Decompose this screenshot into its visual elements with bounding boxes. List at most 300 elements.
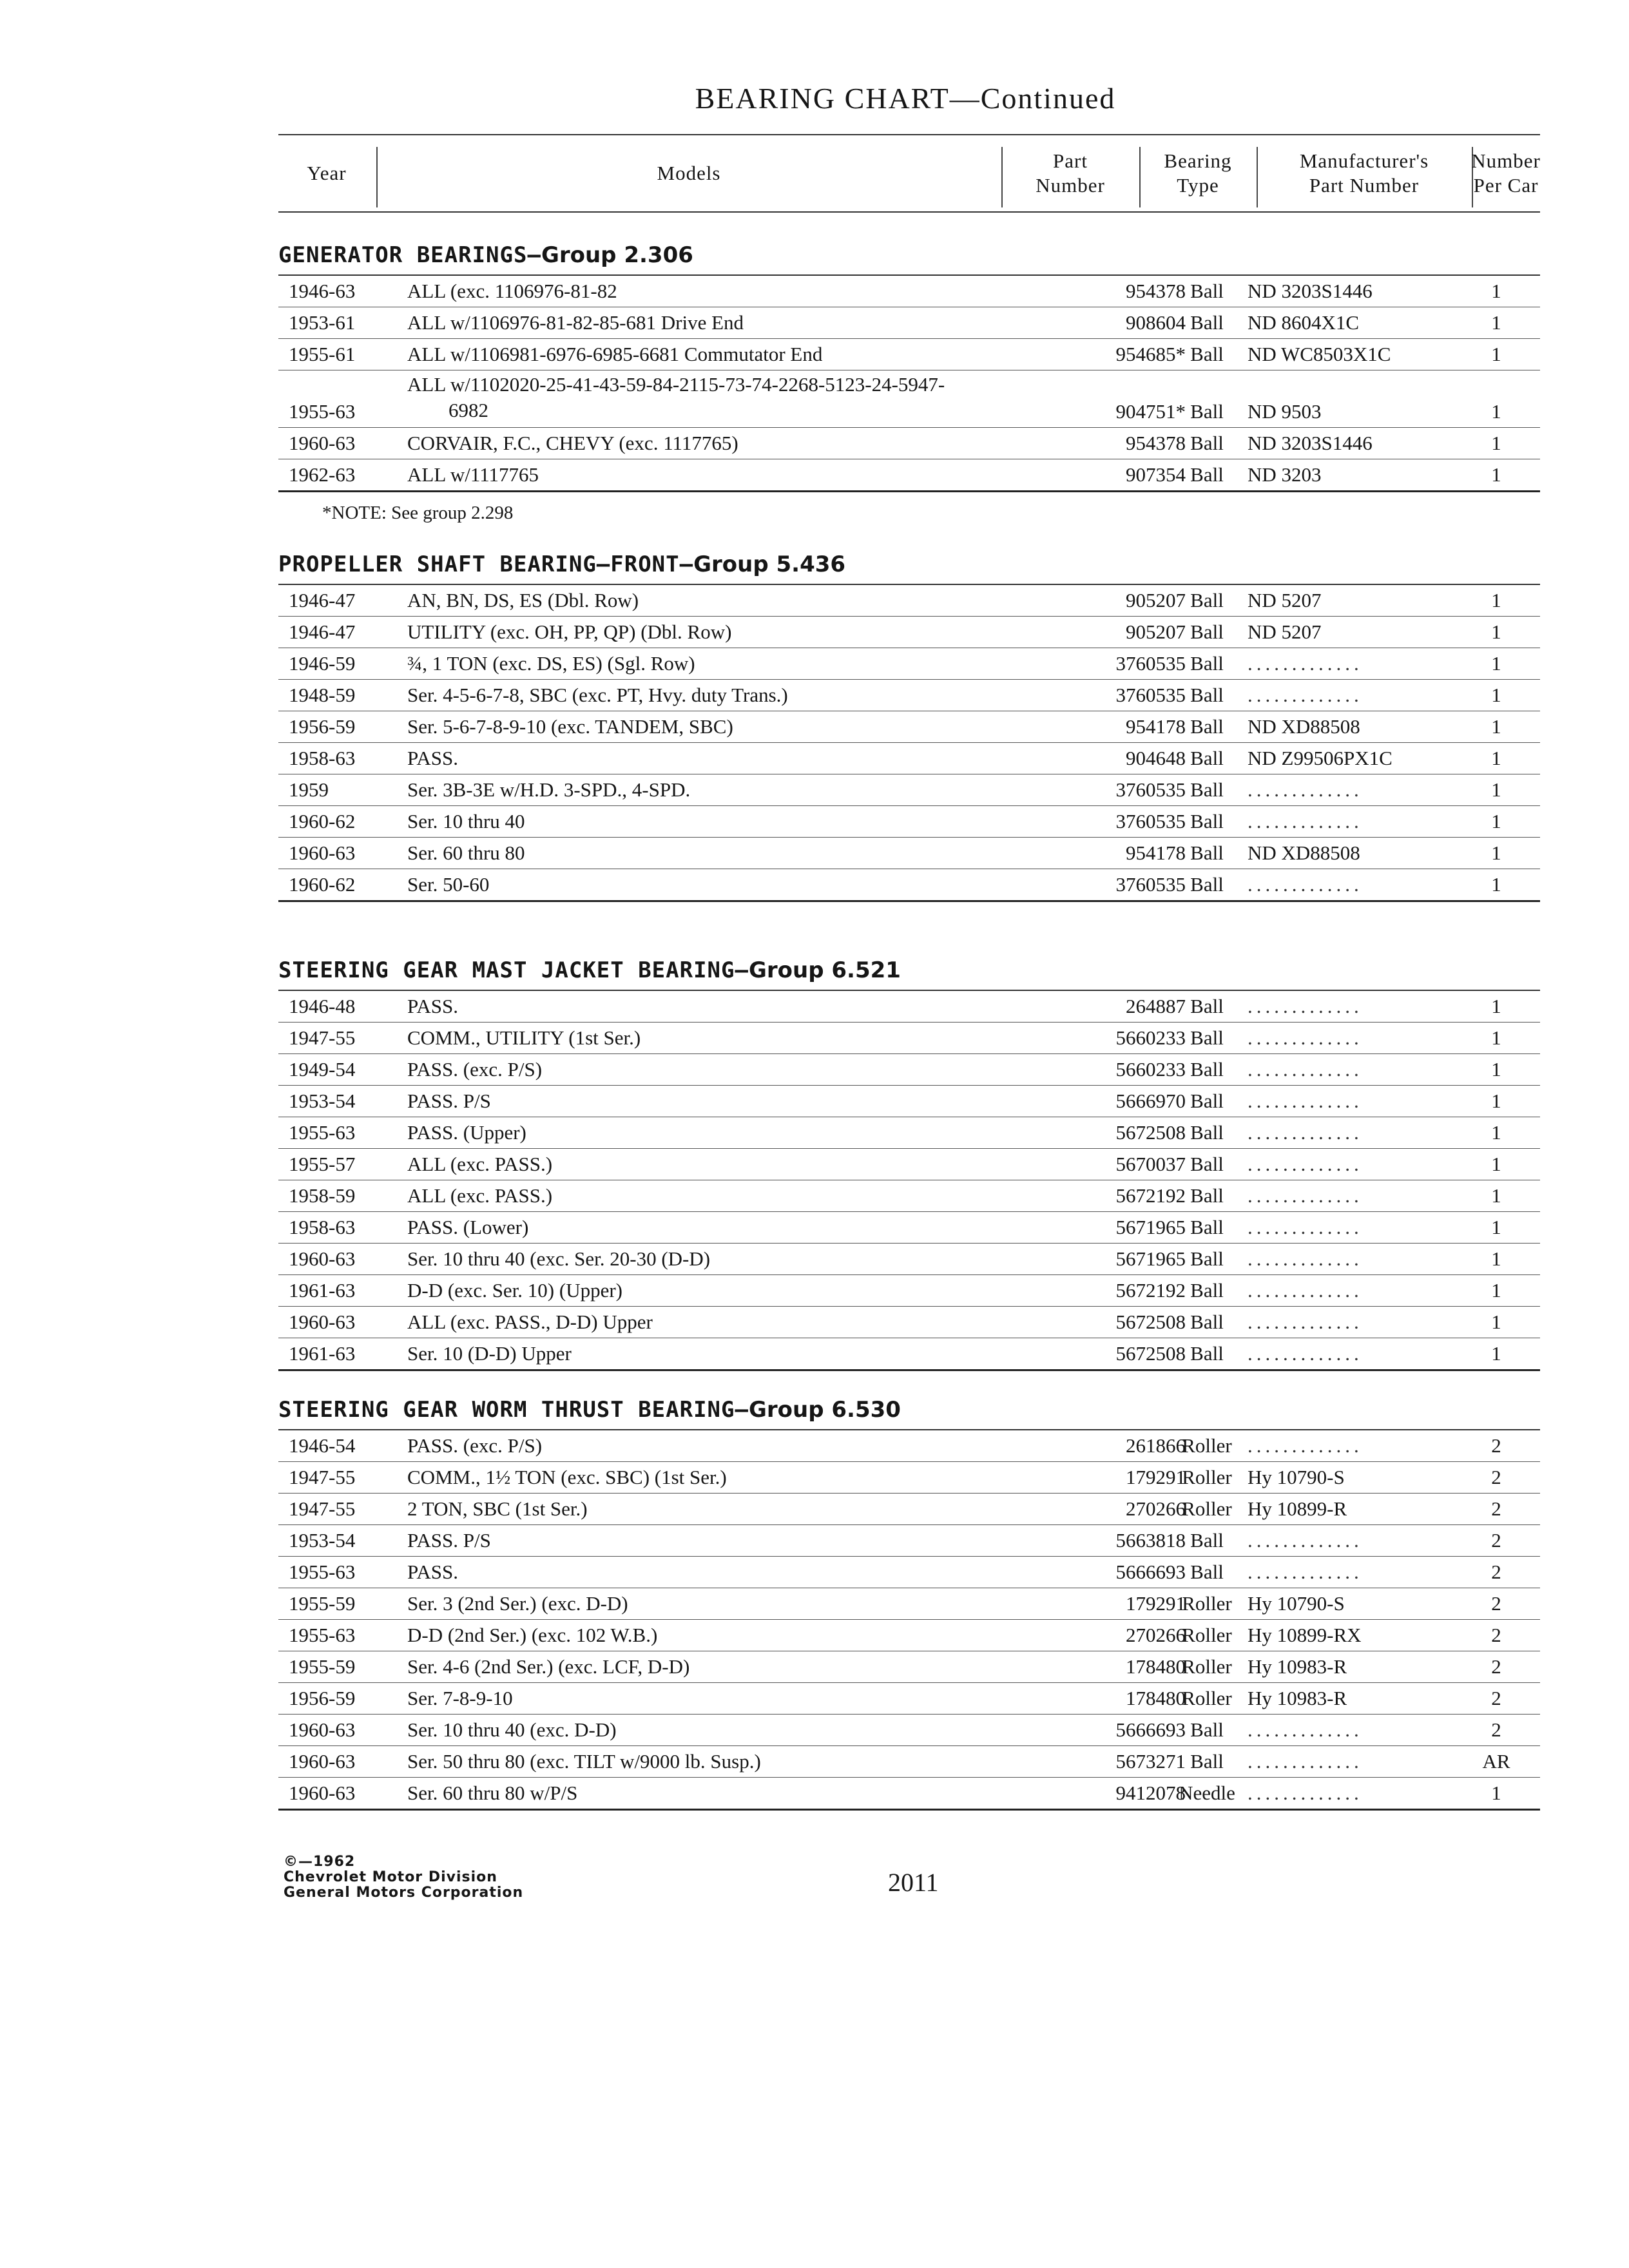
table-row	[278, 1525, 1540, 1557]
section-title	[278, 545, 1540, 584]
year-cell: 1960-63	[289, 1750, 356, 1773]
mfr-part-number-cell: ND 8604X1C	[1248, 311, 1360, 334]
year-cell: 1955-63	[289, 1121, 356, 1144]
bearing-type-cell: Ball	[1190, 1216, 1224, 1238]
table-row	[278, 585, 1540, 617]
model-cell: COMM., UTILITY (1st Ser.)	[407, 1026, 641, 1049]
mfr-part-number-cell: .............	[1248, 1153, 1363, 1175]
section-table	[278, 990, 1540, 1371]
section-title	[278, 951, 1540, 990]
number-per-car-cell: 1	[1491, 810, 1501, 832]
year-cell: 1956-59	[289, 1687, 356, 1709]
model-cell: COMM., 1½ TON (exc. SBC) (1st Ser.)	[407, 1466, 727, 1488]
bearing-type-cell: Ball	[1190, 841, 1224, 864]
bearing-type-cell: Ball	[1190, 1026, 1224, 1049]
column-header	[278, 134, 1540, 213]
mfr-part-number-cell: ND WC8503X1C	[1248, 343, 1391, 365]
table-row	[278, 339, 1540, 370]
year-cell: 1946-63	[289, 280, 356, 302]
part-number-cell: 179291	[1126, 1592, 1186, 1615]
bearing-type-cell: Ball	[1190, 995, 1224, 1017]
corporation-line: General Motors Corporation	[284, 1885, 524, 1901]
part-number-cell: 954178	[1126, 715, 1186, 738]
bearing-type-cell: Ball	[1190, 311, 1224, 334]
section-title	[278, 236, 1540, 274]
model-cell: ALL (exc. PASS., D-D) Upper	[407, 1311, 653, 1333]
table-row	[278, 1651, 1540, 1683]
mfr-part-number-cell: .............	[1248, 1718, 1363, 1741]
model-cell: Ser. 4-6 (2nd Ser.) (exc. LCF, D-D)	[407, 1655, 690, 1678]
part-number-cell: 5672508	[1115, 1121, 1186, 1144]
number-per-car-cell: 1	[1491, 1184, 1501, 1207]
bearing-type-cell: Ball	[1190, 620, 1224, 643]
part-number-cell: 954178	[1126, 841, 1186, 864]
year-cell: 1946-54	[289, 1434, 356, 1457]
year-cell: 1960-63	[289, 1718, 356, 1741]
year-cell: 1958-63	[289, 1216, 356, 1238]
model-cell: Ser. 3B-3E w/H.D. 3-SPD., 4-SPD.	[407, 778, 691, 801]
table-row	[278, 806, 1540, 838]
model-cell: Ser. 10 thru 40 (exc. D-D)	[407, 1718, 617, 1741]
bearing-type-cell: Ball	[1190, 1342, 1224, 1365]
part-number-cell: 904751*	[1115, 400, 1186, 423]
year-cell: 1959	[289, 778, 329, 801]
mfr-part-number-cell: .............	[1248, 1782, 1363, 1804]
part-number-cell: 5666693	[1115, 1718, 1186, 1741]
year-cell: 1946-47	[289, 620, 356, 643]
table-row	[278, 1180, 1540, 1212]
number-per-car-cell: 2	[1491, 1592, 1501, 1615]
table-row	[278, 1778, 1540, 1809]
table-row	[278, 1588, 1540, 1620]
page-title: BEARING CHART—Continued	[695, 82, 1116, 115]
number-per-car-cell: 2	[1491, 1529, 1501, 1552]
section-group: Group 5.436	[693, 552, 846, 577]
mfr-part-number-cell: .............	[1248, 810, 1363, 832]
year-cell: 1955-63	[289, 400, 356, 423]
part-number-cell: 905207	[1126, 620, 1186, 643]
model-cell: PASS.	[407, 995, 459, 1017]
mfr-part-number-cell: ND 9503	[1248, 400, 1322, 423]
mfr-part-number-cell: .............	[1248, 1090, 1363, 1112]
year-cell: 1960-63	[289, 841, 356, 864]
year-cell: 1961-63	[289, 1279, 356, 1302]
part-number-cell: 954378	[1126, 280, 1186, 302]
year-cell: 1955-59	[289, 1655, 356, 1678]
bearing-type-cell: Ball	[1190, 280, 1224, 302]
table-row	[278, 743, 1540, 774]
part-number-cell: 5672192	[1115, 1184, 1186, 1207]
table-row	[278, 1462, 1540, 1494]
bearing-type-cell: Ball	[1190, 652, 1224, 675]
model-cell: Ser. 4-5-6-7-8, SBC (exc. PT, Hvy. duty Trans.)	[407, 684, 788, 706]
mfr-part-number-cell: .............	[1248, 1121, 1363, 1144]
model-cell: PASS. (Upper)	[407, 1121, 526, 1144]
bearing-type-cell: Roller	[1182, 1497, 1232, 1520]
year-cell: 1960-62	[289, 873, 356, 896]
number-per-car-cell: 1	[1491, 1216, 1501, 1238]
table-row	[278, 680, 1540, 711]
number-per-car-cell: 1	[1491, 1342, 1501, 1365]
model-cell: D-D (exc. Ser. 10) (Upper)	[407, 1279, 622, 1302]
model-cell: PASS. P/S	[407, 1090, 491, 1112]
mfr-part-number-cell: .............	[1248, 1561, 1363, 1583]
model-cell: ALL (exc. PASS.)	[407, 1153, 553, 1175]
year-cell: 1947-55	[289, 1026, 356, 1049]
number-per-car-cell: 2	[1491, 1466, 1501, 1488]
table-row	[278, 1683, 1540, 1715]
year-cell: 1960-63	[289, 1247, 356, 1270]
mfr-part-number-cell: ND Z99506PX1C	[1248, 747, 1393, 769]
number-per-car-cell: 1	[1491, 1090, 1501, 1112]
number-per-car-cell: 1	[1491, 400, 1501, 423]
table-row	[278, 869, 1540, 900]
table-row	[278, 1023, 1540, 1054]
mfr-part-number-cell: Hy 10899-RX	[1248, 1624, 1362, 1646]
number-per-car-cell: 2	[1491, 1687, 1501, 1709]
bearing-type-cell: Roller	[1182, 1466, 1232, 1488]
number-per-car-cell: 1	[1491, 873, 1501, 896]
section-title-text: PROPELLER SHAFT BEARING—FRONT—	[278, 552, 694, 577]
publisher-line: Chevrolet Motor Division	[284, 1869, 497, 1885]
mfr-part-number-cell: Hy 10899-R	[1248, 1497, 1347, 1520]
bearing-type-cell: Roller	[1182, 1655, 1232, 1678]
model-cell: PASS. (exc. P/S)	[407, 1058, 543, 1081]
mfr-part-number-cell: ND 3203	[1248, 463, 1322, 486]
year-cell: 1953-54	[289, 1529, 356, 1552]
mfr-part-number-cell: .............	[1248, 778, 1363, 801]
year-cell: 1960-62	[289, 810, 356, 832]
year-cell: 1955-63	[289, 1561, 356, 1583]
part-number-cell: 178480	[1126, 1687, 1186, 1709]
bearing-type-cell: Ball	[1190, 1311, 1224, 1333]
table-row	[278, 1054, 1540, 1086]
mfr-part-number-cell: Hy 10790-S	[1248, 1466, 1345, 1488]
copyright-block	[284, 1854, 523, 1901]
year-cell: 1958-63	[289, 747, 356, 769]
year-cell: 1955-61	[289, 343, 356, 365]
number-per-car-cell: 1	[1491, 620, 1501, 643]
number-per-car-cell: 1	[1491, 343, 1501, 365]
year-cell: 1948-59	[289, 684, 356, 706]
bearing-type-cell: Ball	[1190, 432, 1224, 454]
model-cell: D-D (2nd Ser.) (exc. 102 W.B.)	[407, 1624, 658, 1646]
part-number-cell: 261866	[1126, 1434, 1186, 1457]
year-cell: 1953-61	[289, 311, 356, 334]
part-number-cell: 5670037	[1115, 1153, 1186, 1175]
model-cell: ALL w/1106981-6976-6985-6681 Commutator End	[407, 343, 823, 365]
model-cell	[407, 372, 945, 423]
mfr-part-number-cell: Hy 10790-S	[1248, 1592, 1345, 1615]
model-cell: Ser. 7-8-9-10	[407, 1687, 513, 1709]
part-number-cell: 270266	[1126, 1497, 1186, 1520]
model-cell: Ser. 50-60	[407, 873, 490, 896]
model-cell: ALL w/1106976-81-82-85-681 Drive End	[407, 311, 744, 334]
part-number-cell: 5673271	[1115, 1750, 1186, 1773]
table-row	[278, 1307, 1540, 1338]
section-4	[278, 1390, 1540, 1811]
mfr-part-number-cell: ND 5207	[1248, 620, 1322, 643]
copyright-line: ©—1962	[284, 1854, 356, 1870]
part-number-cell: 5666693	[1115, 1561, 1186, 1583]
bearing-type-cell: Ball	[1190, 1561, 1224, 1583]
bearing-type-cell: Ball	[1190, 684, 1224, 706]
model-cell: Ser. 60 thru 80	[407, 841, 525, 864]
bearing-type-cell: Ball	[1190, 1184, 1224, 1207]
number-per-car-cell: AR	[1482, 1750, 1510, 1773]
section-title-text: STEERING GEAR WORM THRUST BEARING—	[278, 1397, 749, 1423]
bearing-type-cell: Ball	[1190, 1529, 1224, 1552]
table-row	[278, 1338, 1540, 1369]
year-cell: 1949-54	[289, 1058, 356, 1081]
mfr-part-number-cell: .............	[1248, 995, 1363, 1017]
model-cell: AN, BN, DS, ES (Dbl. Row)	[407, 589, 639, 611]
number-per-car-cell: 1	[1491, 715, 1501, 738]
model-cell: ALL (exc. PASS.)	[407, 1184, 553, 1207]
model-cell: Ser. 10 (D-D) Upper	[407, 1342, 572, 1365]
mfr-part-number-cell: ND XD88508	[1248, 841, 1360, 864]
col-part-number-header: Part Number	[1036, 149, 1105, 197]
bearing-type-cell: Roller	[1182, 1592, 1232, 1615]
number-per-car-cell: 2	[1491, 1561, 1501, 1583]
table-row	[278, 774, 1540, 806]
model-cell: PASS. (Lower)	[407, 1216, 529, 1238]
mfr-part-number-cell: .............	[1248, 873, 1363, 896]
table-row	[278, 648, 1540, 680]
table-row	[278, 1149, 1540, 1180]
bearing-type-cell: Ball	[1190, 1718, 1224, 1741]
bearing-type-cell: Ball	[1190, 715, 1224, 738]
mfr-part-number-cell: .............	[1248, 1434, 1363, 1457]
part-number-cell: 5660233	[1115, 1058, 1186, 1081]
bearing-type-cell: Ball	[1190, 747, 1224, 769]
model-cell: UTILITY (exc. OH, PP, QP) (Dbl. Row)	[407, 620, 732, 643]
part-number-cell: 904648	[1126, 747, 1186, 769]
number-per-car-cell: 1	[1491, 1782, 1501, 1804]
number-per-car-cell: 1	[1491, 778, 1501, 801]
mfr-part-number-cell: .............	[1248, 1026, 1363, 1049]
table-row	[278, 1244, 1540, 1275]
part-number-cell: 5671965	[1115, 1216, 1186, 1238]
number-per-car-cell: 1	[1491, 1279, 1501, 1302]
number-per-car-cell: 1	[1491, 1121, 1501, 1144]
part-number-cell: 907354	[1126, 463, 1186, 486]
part-number-cell: 179291	[1126, 1466, 1186, 1488]
model-line-2: 6982	[448, 399, 488, 421]
model-cell: Ser. 3 (2nd Ser.) (exc. D-D)	[407, 1592, 628, 1615]
table-row	[278, 711, 1540, 743]
number-per-car-cell: 1	[1491, 747, 1501, 769]
bearing-type-cell: Ball	[1190, 873, 1224, 896]
model-cell: ALL w/1117765	[407, 463, 539, 486]
mfr-part-number-cell: .............	[1248, 1342, 1363, 1365]
mfr-part-number-cell: .............	[1248, 1750, 1363, 1773]
mfr-part-number-cell: Hy 10983-R	[1248, 1655, 1347, 1678]
number-per-car-cell: 2	[1491, 1497, 1501, 1520]
bearing-type-cell: Ball	[1190, 1090, 1224, 1112]
table-row	[278, 1117, 1540, 1149]
part-number-cell: 270266	[1126, 1624, 1186, 1646]
col-bearing-type-header: Bearing Type	[1164, 149, 1232, 197]
number-per-car-cell: 1	[1491, 311, 1501, 334]
bearing-type-cell: Roller	[1182, 1687, 1232, 1709]
model-cell: Ser. 50 thru 80 (exc. TILT w/9000 lb. Susp.)	[407, 1750, 761, 1773]
number-per-car-cell: 1	[1491, 1058, 1501, 1081]
table-row	[278, 1557, 1540, 1588]
mfr-part-number-cell: ND 5207	[1248, 589, 1322, 611]
model-cell: Ser. 5-6-7-8-9-10 (exc. TANDEM, SBC)	[407, 715, 733, 738]
year-cell: 1955-63	[289, 1624, 356, 1646]
model-line-1: ALL w/1102020-25-41-43-59-84-2115-73-74-2268-5123-24-5947-	[407, 373, 945, 396]
page-number: 2011	[888, 1868, 939, 1897]
col-year-header: Year	[307, 162, 347, 184]
section-2	[278, 545, 1540, 902]
year-cell: 1947-55	[289, 1466, 356, 1488]
bearing-type-cell: Ball	[1190, 400, 1224, 423]
table-row	[278, 276, 1540, 307]
number-per-car-cell: 2	[1491, 1718, 1501, 1741]
year-cell: 1946-48	[289, 995, 356, 1017]
section-title-text: STEERING GEAR MAST JACKET BEARING—	[278, 957, 749, 983]
section-3	[278, 951, 1540, 1371]
mfr-part-number-cell: .............	[1248, 684, 1363, 706]
number-per-car-cell: 1	[1491, 432, 1501, 454]
model-cell: PASS. (exc. P/S)	[407, 1434, 543, 1457]
mfr-part-number-cell: .............	[1248, 1216, 1363, 1238]
col-models-header: Models	[657, 162, 721, 184]
part-number-cell: 954378	[1126, 432, 1186, 454]
model-cell: PASS.	[407, 1561, 459, 1583]
bearing-type-cell: Ball	[1190, 343, 1224, 365]
part-number-cell: 908604	[1126, 311, 1186, 334]
table-row	[278, 617, 1540, 648]
model-cell: Ser. 10 thru 40 (exc. Ser. 20-30 (D-D)	[407, 1247, 711, 1270]
part-number-cell: 178480	[1126, 1655, 1186, 1678]
number-per-car-cell: 1	[1491, 684, 1501, 706]
year-cell: 1946-59	[289, 652, 356, 675]
bearing-type-cell: Ball	[1190, 1750, 1224, 1773]
part-number-cell: 9412078	[1115, 1782, 1186, 1804]
year-cell: 1958-59	[289, 1184, 356, 1207]
section-table	[278, 1429, 1540, 1811]
bearing-type-cell: Ball	[1190, 810, 1224, 832]
model-cell: ALL (exc. 1106976-81-82	[407, 280, 617, 302]
table-row	[278, 459, 1540, 490]
table-row	[278, 1494, 1540, 1525]
year-cell: 1960-63	[289, 432, 356, 454]
section-table	[278, 274, 1540, 492]
model-cell: CORVAIR, F.C., CHEVY (exc. 1117765)	[407, 432, 738, 454]
number-per-car-cell: 1	[1491, 841, 1501, 864]
mfr-part-number-cell: .............	[1248, 1247, 1363, 1270]
table-row	[278, 991, 1540, 1023]
model-cell: 2 TON, SBC (1st Ser.)	[407, 1497, 588, 1520]
number-per-car-cell: 1	[1491, 589, 1501, 611]
year-cell: 1953-54	[289, 1090, 356, 1112]
part-number-cell: 5672508	[1115, 1342, 1186, 1365]
mfr-part-number-cell: .............	[1248, 1311, 1363, 1333]
number-per-car-cell: 2	[1491, 1434, 1501, 1457]
mfr-part-number-cell: Hy 10983-R	[1248, 1687, 1347, 1709]
table-row	[278, 307, 1540, 339]
number-per-car-cell: 1	[1491, 652, 1501, 675]
section-title-text: GENERATOR BEARINGS—	[278, 242, 541, 268]
table-row	[278, 1430, 1540, 1462]
table-row	[278, 428, 1540, 459]
bearing-type-cell: Ball	[1190, 1058, 1224, 1081]
year-cell: 1960-63	[289, 1311, 356, 1333]
number-per-car-cell: 1	[1491, 463, 1501, 486]
year-cell: 1960-63	[289, 1782, 356, 1804]
section-group: Group 6.521	[748, 957, 901, 983]
col-number-per-car-header: Number Per Car	[1471, 149, 1541, 197]
table-row	[278, 1086, 1540, 1117]
section-table	[278, 584, 1540, 902]
part-number-cell: 5660233	[1115, 1026, 1186, 1049]
number-per-car-cell: 1	[1491, 1026, 1501, 1049]
bearing-type-cell: Needle	[1179, 1782, 1235, 1804]
year-cell: 1947-55	[289, 1497, 356, 1520]
model-cell: Ser. 10 thru 40	[407, 810, 525, 832]
model-cell: ¾, 1 TON (exc. DS, ES) (Sgl. Row)	[407, 652, 695, 675]
bearing-type-cell: Ball	[1190, 1247, 1224, 1270]
year-cell: 1946-47	[289, 589, 356, 611]
year-cell: 1961-63	[289, 1342, 356, 1365]
part-number-cell: 3760535	[1115, 873, 1186, 896]
year-cell: 1962-63	[289, 463, 356, 486]
year-cell: 1955-59	[289, 1592, 356, 1615]
table-row	[278, 838, 1540, 869]
mfr-part-number-cell: .............	[1248, 1529, 1363, 1552]
mfr-part-number-cell: .............	[1248, 1184, 1363, 1207]
part-number-cell: 5672508	[1115, 1311, 1186, 1333]
number-per-car-cell: 1	[1491, 280, 1501, 302]
part-number-cell: 5672192	[1115, 1279, 1186, 1302]
part-number-cell: 5666970	[1115, 1090, 1186, 1112]
table-row	[278, 1275, 1540, 1307]
part-number-cell: 3760535	[1115, 652, 1186, 675]
section-title	[278, 1390, 1540, 1429]
bearing-type-cell: Ball	[1190, 463, 1224, 486]
number-per-car-cell: 1	[1491, 1247, 1501, 1270]
part-number-cell: 5671965	[1115, 1247, 1186, 1270]
model-cell: PASS.	[407, 747, 459, 769]
mfr-part-number-cell: .............	[1248, 1058, 1363, 1081]
table-row	[278, 370, 1540, 428]
mfr-part-number-cell: .............	[1248, 652, 1363, 675]
bearing-type-cell: Ball	[1190, 1279, 1224, 1302]
model-cell: PASS. P/S	[407, 1529, 491, 1552]
table-row	[278, 1746, 1540, 1778]
table-row	[278, 1212, 1540, 1244]
bearing-type-cell: Roller	[1182, 1434, 1232, 1457]
bearing-type-cell: Ball	[1190, 1153, 1224, 1175]
part-number-cell: 905207	[1126, 589, 1186, 611]
table-row	[278, 1715, 1540, 1746]
number-per-car-cell: 1	[1491, 1311, 1501, 1333]
bearing-type-cell: Ball	[1190, 778, 1224, 801]
number-per-car-cell: 1	[1491, 995, 1501, 1017]
section-group: Group 6.530	[748, 1397, 901, 1423]
bearing-type-cell: Roller	[1182, 1624, 1232, 1646]
section-1	[278, 236, 1540, 492]
part-number-cell: 264887	[1126, 995, 1186, 1017]
footnote: *NOTE: See group 2.298	[322, 503, 514, 523]
part-number-cell: 3760535	[1115, 778, 1186, 801]
part-number-cell: 954685*	[1115, 343, 1186, 365]
number-per-car-cell: 1	[1491, 1153, 1501, 1175]
number-per-car-cell: 2	[1491, 1655, 1501, 1678]
